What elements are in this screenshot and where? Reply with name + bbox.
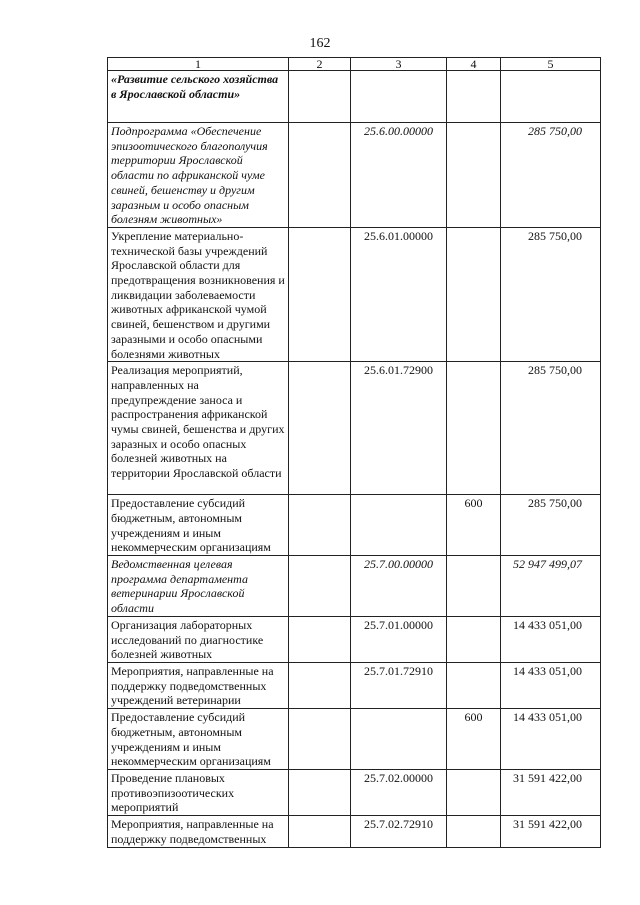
row-code: 25.7.01.00000 — [351, 616, 447, 662]
row-sum: 14 433 051,00 — [501, 616, 601, 662]
row-name: Реализация мероприятий, направленных на предупреждение заноса и распространения африканской чумы свиней, бешенства и других заразных и особо опасных болезней животных на территории Ярославской области — [108, 362, 289, 495]
row-code: 25.6.01.72900 — [351, 362, 447, 495]
table-row — [108, 123, 601, 228]
row-type — [447, 556, 501, 617]
page-number: 162 — [309, 36, 331, 51]
row-type — [447, 662, 501, 708]
row-type — [447, 769, 501, 815]
row-admin — [289, 709, 351, 770]
row-sum: 285 750,00 — [501, 123, 601, 228]
row-name: Предоставление субсидий бюджетным, автономным учреждениям и иным некоммерческим организациям — [108, 495, 289, 556]
row-name: Организация лабораторных исследований по диагностике болезней животных — [108, 616, 289, 662]
row-name: Проведение плановых противоэпизоотических мероприятий — [108, 769, 289, 815]
table-row — [108, 769, 601, 815]
row-admin — [289, 769, 351, 815]
row-name: Предоставление субсидий бюджетным, автономным учреждениям и иным некоммерческим организациям — [108, 709, 289, 770]
row-code: 25.6.01.00000 — [351, 227, 447, 361]
row-admin — [289, 662, 351, 708]
table-row — [108, 616, 601, 662]
row-admin — [289, 362, 351, 495]
table-row — [108, 816, 601, 848]
row-name: Ведомственная целевая программа департамента ветеринарии Ярославской области — [108, 556, 289, 617]
budget-table — [107, 57, 601, 848]
row-type — [447, 362, 501, 495]
row-admin — [289, 556, 351, 617]
row-type: 600 — [447, 495, 501, 556]
table-row — [108, 71, 601, 123]
table-row — [108, 662, 601, 708]
row-code — [351, 709, 447, 770]
row-type: 600 — [447, 709, 501, 770]
row-type — [447, 227, 501, 361]
row-sum: 14 433 051,00 — [501, 662, 601, 708]
row-name: Подпрограмма «Обеспечение эпизоотического благополучия территории Ярославской области по африканской чуме свиней, бешенству и другим заразным и особо опасным болезням животных» — [108, 123, 289, 228]
column-header-admin: 2 — [289, 58, 351, 71]
row-name: Укрепление материально-технической базы учреждений Ярославской области для предотвращения возникновения и ликвидации заболеваемости животных африканской чумой свиней, бешенством и другими заразными и особо опасными болезнями животных — [108, 227, 289, 361]
row-code — [351, 495, 447, 556]
row-type — [447, 816, 501, 848]
row-type — [447, 616, 501, 662]
row-sum: 14 433 051,00 — [501, 709, 601, 770]
row-admin — [289, 71, 351, 123]
row-sum: 285 750,00 — [501, 362, 601, 495]
row-type — [447, 71, 501, 123]
table-row — [108, 556, 601, 617]
row-admin — [289, 495, 351, 556]
row-code: 25.7.00.00000 — [351, 556, 447, 617]
row-type — [447, 123, 501, 228]
row-name: Мероприятия, направленные на поддержку подведомственных учреждений ветеринарии — [108, 662, 289, 708]
table-header-row — [108, 58, 601, 71]
table-row — [108, 227, 601, 361]
row-sum — [501, 71, 601, 123]
column-header-type: 4 — [447, 58, 501, 71]
row-code: 25.6.00.00000 — [351, 123, 447, 228]
table-row — [108, 362, 601, 495]
row-admin — [289, 616, 351, 662]
row-sum: 285 750,00 — [501, 495, 601, 556]
row-admin — [289, 227, 351, 361]
row-admin — [289, 816, 351, 848]
row-sum: 31 591 422,00 — [501, 769, 601, 815]
row-code — [351, 71, 447, 123]
row-code: 25.7.02.00000 — [351, 769, 447, 815]
row-admin — [289, 123, 351, 228]
table-row — [108, 709, 601, 770]
row-name: Мероприятия, направленные на поддержку подведомственных — [108, 816, 289, 848]
row-sum: 31 591 422,00 — [501, 816, 601, 848]
row-name: «Развитие сельского хозяйства в Ярославской области» — [108, 71, 289, 123]
column-header-name: 1 — [108, 58, 289, 71]
table-row — [108, 495, 601, 556]
column-header-sum: 5 — [501, 58, 601, 71]
column-header-code: 3 — [351, 58, 447, 71]
row-sum: 285 750,00 — [501, 227, 601, 361]
row-code: 25.7.02.72910 — [351, 816, 447, 848]
row-code: 25.7.01.72910 — [351, 662, 447, 708]
row-sum: 52 947 499,07 — [501, 556, 601, 617]
